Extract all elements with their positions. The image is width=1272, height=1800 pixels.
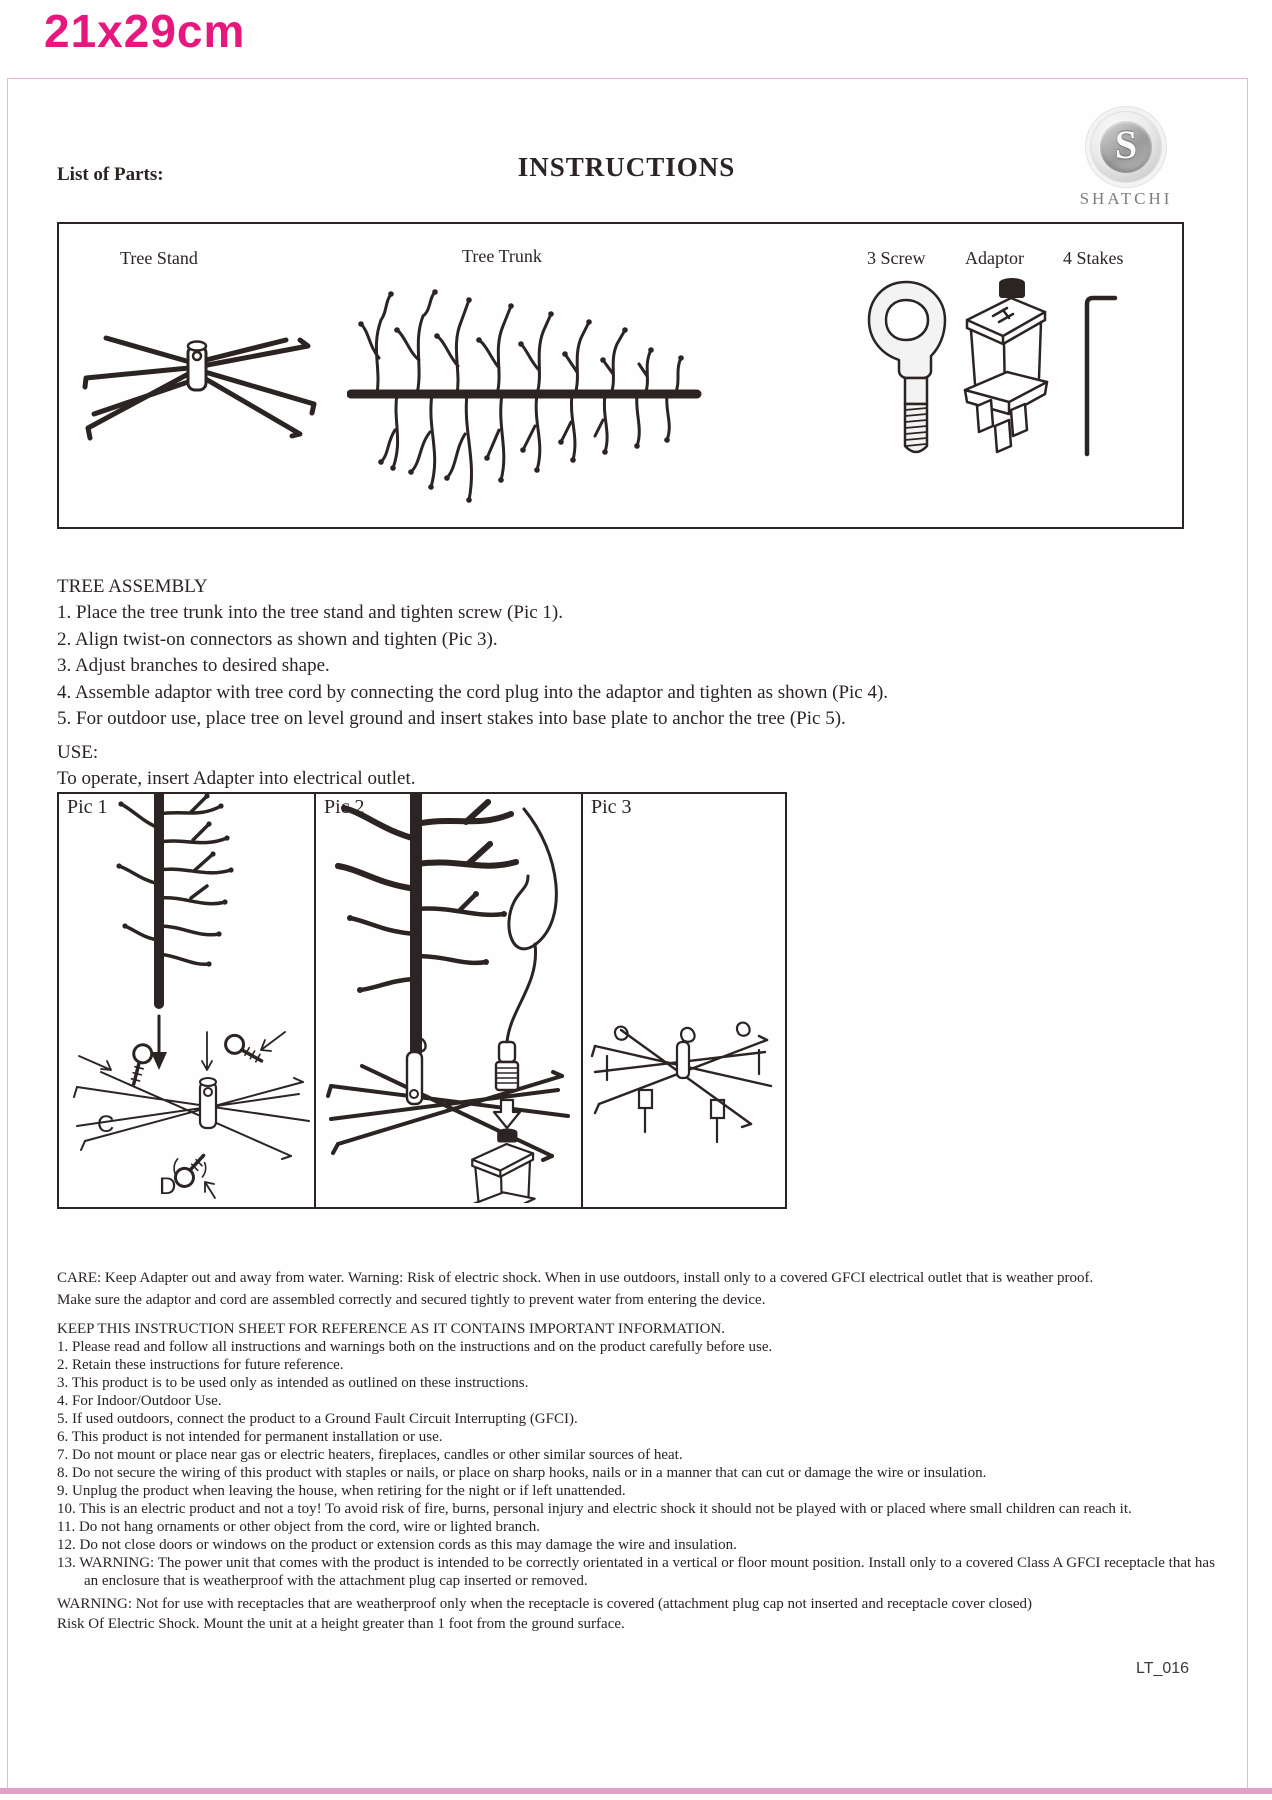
warning-section bbox=[57, 1594, 1207, 1634]
pic1-panel bbox=[59, 794, 316, 1207]
keep-item: 3. This product is to be used only as intended as outlined on these instructions. bbox=[57, 1375, 529, 1391]
adaptor-drawing bbox=[959, 276, 1051, 461]
screw-drawing bbox=[859, 276, 954, 461]
page-title: INSTRUCTIONS bbox=[517, 152, 736, 182]
assembly-section bbox=[57, 574, 888, 732]
keep-item: 9. Unplug the product when leaving the house, when retiring for the night or if left unattended. bbox=[57, 1483, 626, 1499]
sheet-size-label: 21x29cm bbox=[44, 5, 246, 57]
care-line: CARE: Keep Adapter out and away from water. Warning: Risk of electric shock. When in use outdoors, install only to a covered GFCI electrical outlet that is weather proof. bbox=[57, 1270, 1094, 1286]
pic2-label: Pic 2 bbox=[324, 796, 365, 818]
assembly-step: 4. Assemble adaptor with tree cord by connecting the cord plug into the adaptor and tighten as shown (Pic 4). bbox=[57, 681, 889, 703]
parts-heading: List of Parts: bbox=[57, 164, 164, 185]
keep-item: 2. Retain these instructions for future reference. bbox=[57, 1357, 344, 1373]
keep-item: 5. If used outdoors, connect the product to a Ground Fault Circuit Interrupting (GFCI). bbox=[57, 1411, 578, 1427]
keep-heading: KEEP THIS INSTRUCTION SHEET FOR REFERENCE AS IT CONTAINS IMPORTANT INFORMATION. bbox=[57, 1321, 725, 1337]
keep-item: 13. WARNING: The power unit that comes with the product is intended to be correctly orientated in a vertical or floor mount position. Install only to a covered Class A GFCI receptacle that has an enclosure that is weatherproof with the attachment plug cap inserted or removed. bbox=[57, 1555, 1215, 1589]
care-section bbox=[57, 1268, 1207, 1311]
keep-item: 7. Do not mount or place near gas or electric heaters, fireplaces, candles or other similar sources of heat. bbox=[57, 1447, 683, 1463]
pic3-label: Pic 3 bbox=[591, 796, 632, 818]
part-label-screw: 3 Screw bbox=[867, 248, 926, 268]
pic3-illustration bbox=[583, 794, 781, 1203]
pic3-panel bbox=[583, 794, 781, 1207]
care-line: Make sure the adaptor and cord are assembled correctly and secured tightly to prevent water from entering the device. bbox=[57, 1291, 766, 1308]
bottom-accent-bar bbox=[0, 1788, 1272, 1794]
pic1-illustration bbox=[59, 794, 314, 1203]
keep-item: 4. For Indoor/Outdoor Use. bbox=[57, 1393, 222, 1409]
pic1-annotation-d: D bbox=[159, 1173, 177, 1200]
use-section bbox=[57, 740, 415, 793]
part-label-tree-stand: Tree Stand bbox=[120, 248, 198, 268]
assembly-step: 1. Place the tree trunk into the tree stand and tighten screw (Pic 1). bbox=[57, 602, 563, 624]
brand-name: SHATCHI bbox=[1079, 189, 1173, 208]
pictures-box bbox=[57, 792, 787, 1209]
assembly-step: 3. Adjust branches to desired shape. bbox=[57, 655, 330, 677]
parts-box bbox=[57, 222, 1184, 529]
use-heading: USE: bbox=[57, 742, 99, 763]
brand-initial: S bbox=[1114, 122, 1138, 167]
use-text: To operate, insert Adapter into electrical outlet. bbox=[57, 768, 416, 790]
tree-trunk-drawing bbox=[347, 282, 707, 517]
assembly-step: 2. Align twist-on connectors as shown and tighten (Pic 3). bbox=[57, 628, 498, 650]
keep-item: 12. Do not close doors or windows on the product or extension cords as this may damage the wire and insulation. bbox=[57, 1537, 737, 1553]
doc-code: LT_016 bbox=[1136, 1660, 1190, 1677]
pic1-label: Pic 1 bbox=[67, 796, 108, 818]
keep-item: 10. This is an electric product and not a toy! To avoid risk of fire, burns, personal injury and electric shock it should not be played with or placed where small children can reach it. bbox=[57, 1501, 1132, 1517]
keep-item: 1. Please read and follow all instructions and warnings both on the instructions and on the product carefully before use. bbox=[57, 1339, 773, 1355]
warning-line: Risk Of Electric Shock. Mount the unit at a height greater than 1 foot from the ground surface. bbox=[57, 1616, 625, 1632]
tree-stand-drawing bbox=[72, 282, 322, 462]
keep-item: 6. This product is not intended for permanent installation or use. bbox=[57, 1429, 443, 1445]
keep-item: 8. Do not secure the wiring of this product with staples or nails, or place on sharp hooks, nails or in a manner that can cut or damage the wire or insulation. bbox=[57, 1465, 987, 1481]
part-label-tree-trunk: Tree Trunk bbox=[462, 246, 542, 266]
stakes-drawing bbox=[1079, 290, 1119, 462]
part-label-stakes: 4 Stakes bbox=[1063, 248, 1124, 268]
part-label-adaptor: Adaptor bbox=[965, 248, 1024, 268]
pic2-illustration bbox=[316, 794, 581, 1203]
warning-line: WARNING: Not for use with receptacles that are weatherproof only when the receptacle is covered (attachment plug cap not inserted and receptacle cover closed) bbox=[57, 1596, 1032, 1612]
keep-section bbox=[57, 1320, 1215, 1590]
assembly-step: 5. For outdoor use, place tree on level ground and insert stakes into base plate to anchor the tree (Pic 5). bbox=[57, 708, 846, 730]
assembly-heading: TREE ASSEMBLY bbox=[57, 576, 208, 597]
keep-item: 11. Do not hang ornaments or other object from the cord, wire or lighted branch. bbox=[57, 1519, 541, 1535]
pic1-annotation-c: C bbox=[97, 1111, 115, 1138]
pic2-panel bbox=[316, 794, 583, 1207]
